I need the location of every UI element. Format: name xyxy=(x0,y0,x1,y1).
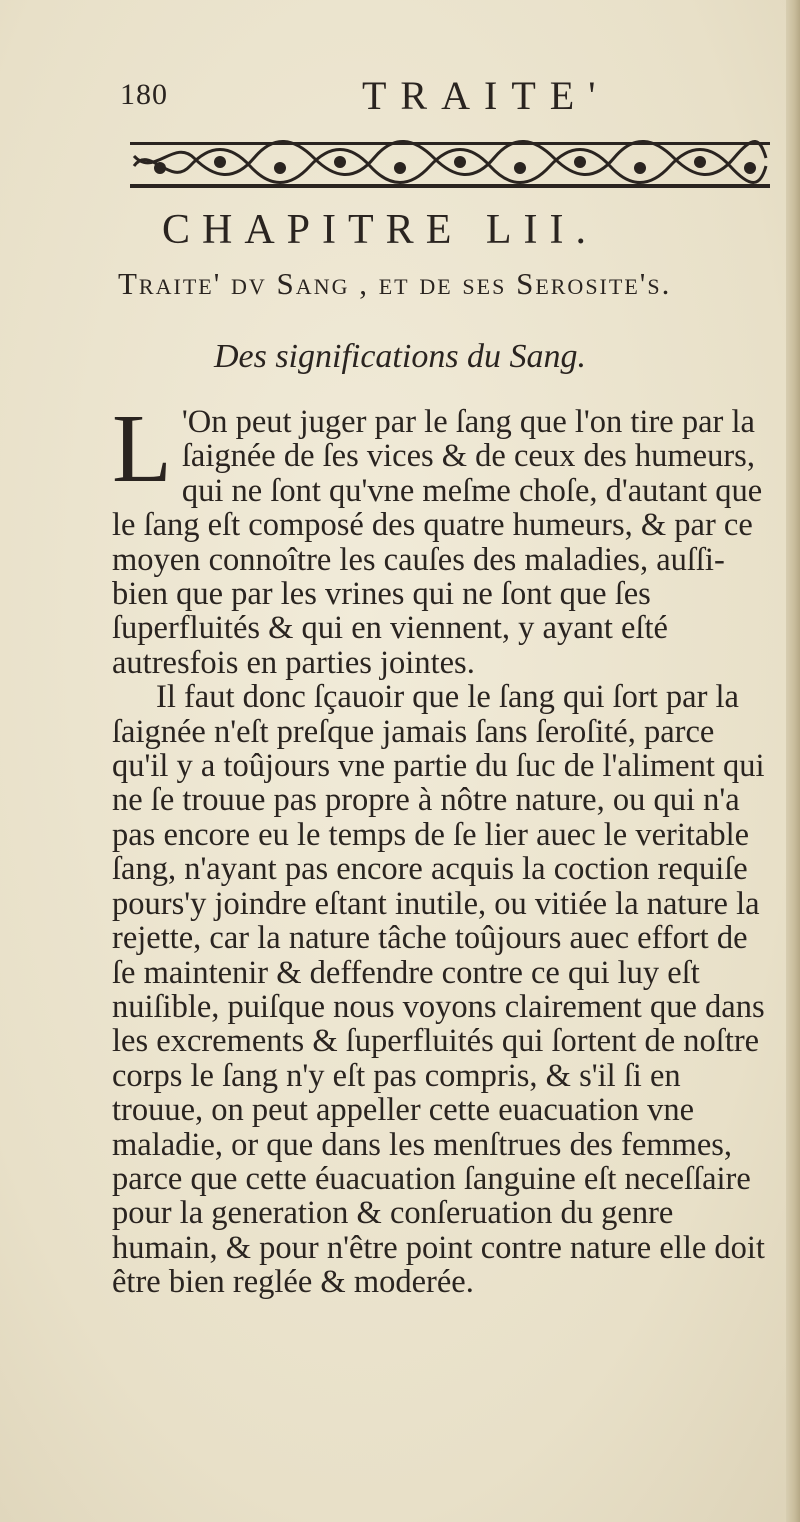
paragraph-2: Il faut donc ſçauoir que le ſang qui ſort par la ſaignée n'eſt preſque jamais ſans ſeroſité, parce qu'il y a toûjours vne partie du ſuc de l'aliment qui ne ſe trouue pas propre à nôtre nature, ou qui n'a pas encore eu le temps de ſe lier auec le veritable ſang, n'ayant pas encore acquis la coction requiſe pours'y joindre eſtant inutile, ou vitiée la nature la rejette, car la nature tâche toûjours auec effort de ſe maintenir & deffendre contre ce qui luy eſt nuiſible, puiſque nous voyons clairement que dans les excrements & ſuperfluités qui ſortent de noſtre corps le ſang n'y eſt pas compris, & s'il ſi en trouue, on peut appeller cette euacuation vne maladie, or que dans les menſtrues des femmes, parce que cette éuacuation ſanguine eſt neceſſaire pour la generation & conſeruation du genre humain, & pour n'être point contre nature elle doit être bien reglée & moderée. xyxy=(112,679,765,1301)
page-number: 180 xyxy=(120,78,168,111)
chapter-title: CHAPITRE LII. xyxy=(162,207,598,253)
section-subtitle: Des significations du Sang. xyxy=(213,338,587,375)
paragraph-1-text: 'On peut juger par le ſang que l'on tire par la ſaignée de ſes vices & de ceux des humeurs, qui ne ſont qu'vne meſme choſe, d'autant que le ſang eſt composé des quatre humeurs, & par ce moyen connoître les cauſes des maladies, auſſi-bien que par les vrines qui ne ſont que ſes ſuperfluités & qui en viennent, y ayant eſté autresfois en parties jointes. xyxy=(112,404,763,681)
drop-cap: L xyxy=(112,395,172,503)
paragraph-1 xyxy=(112,395,772,681)
running-head: TRAITE' xyxy=(362,73,610,118)
section-title: Traite' dv Sang , et de ses Serositе's. xyxy=(118,266,672,301)
page-edge xyxy=(786,0,800,1522)
body-text xyxy=(112,395,772,1301)
ornamental-headpiece xyxy=(130,138,770,194)
